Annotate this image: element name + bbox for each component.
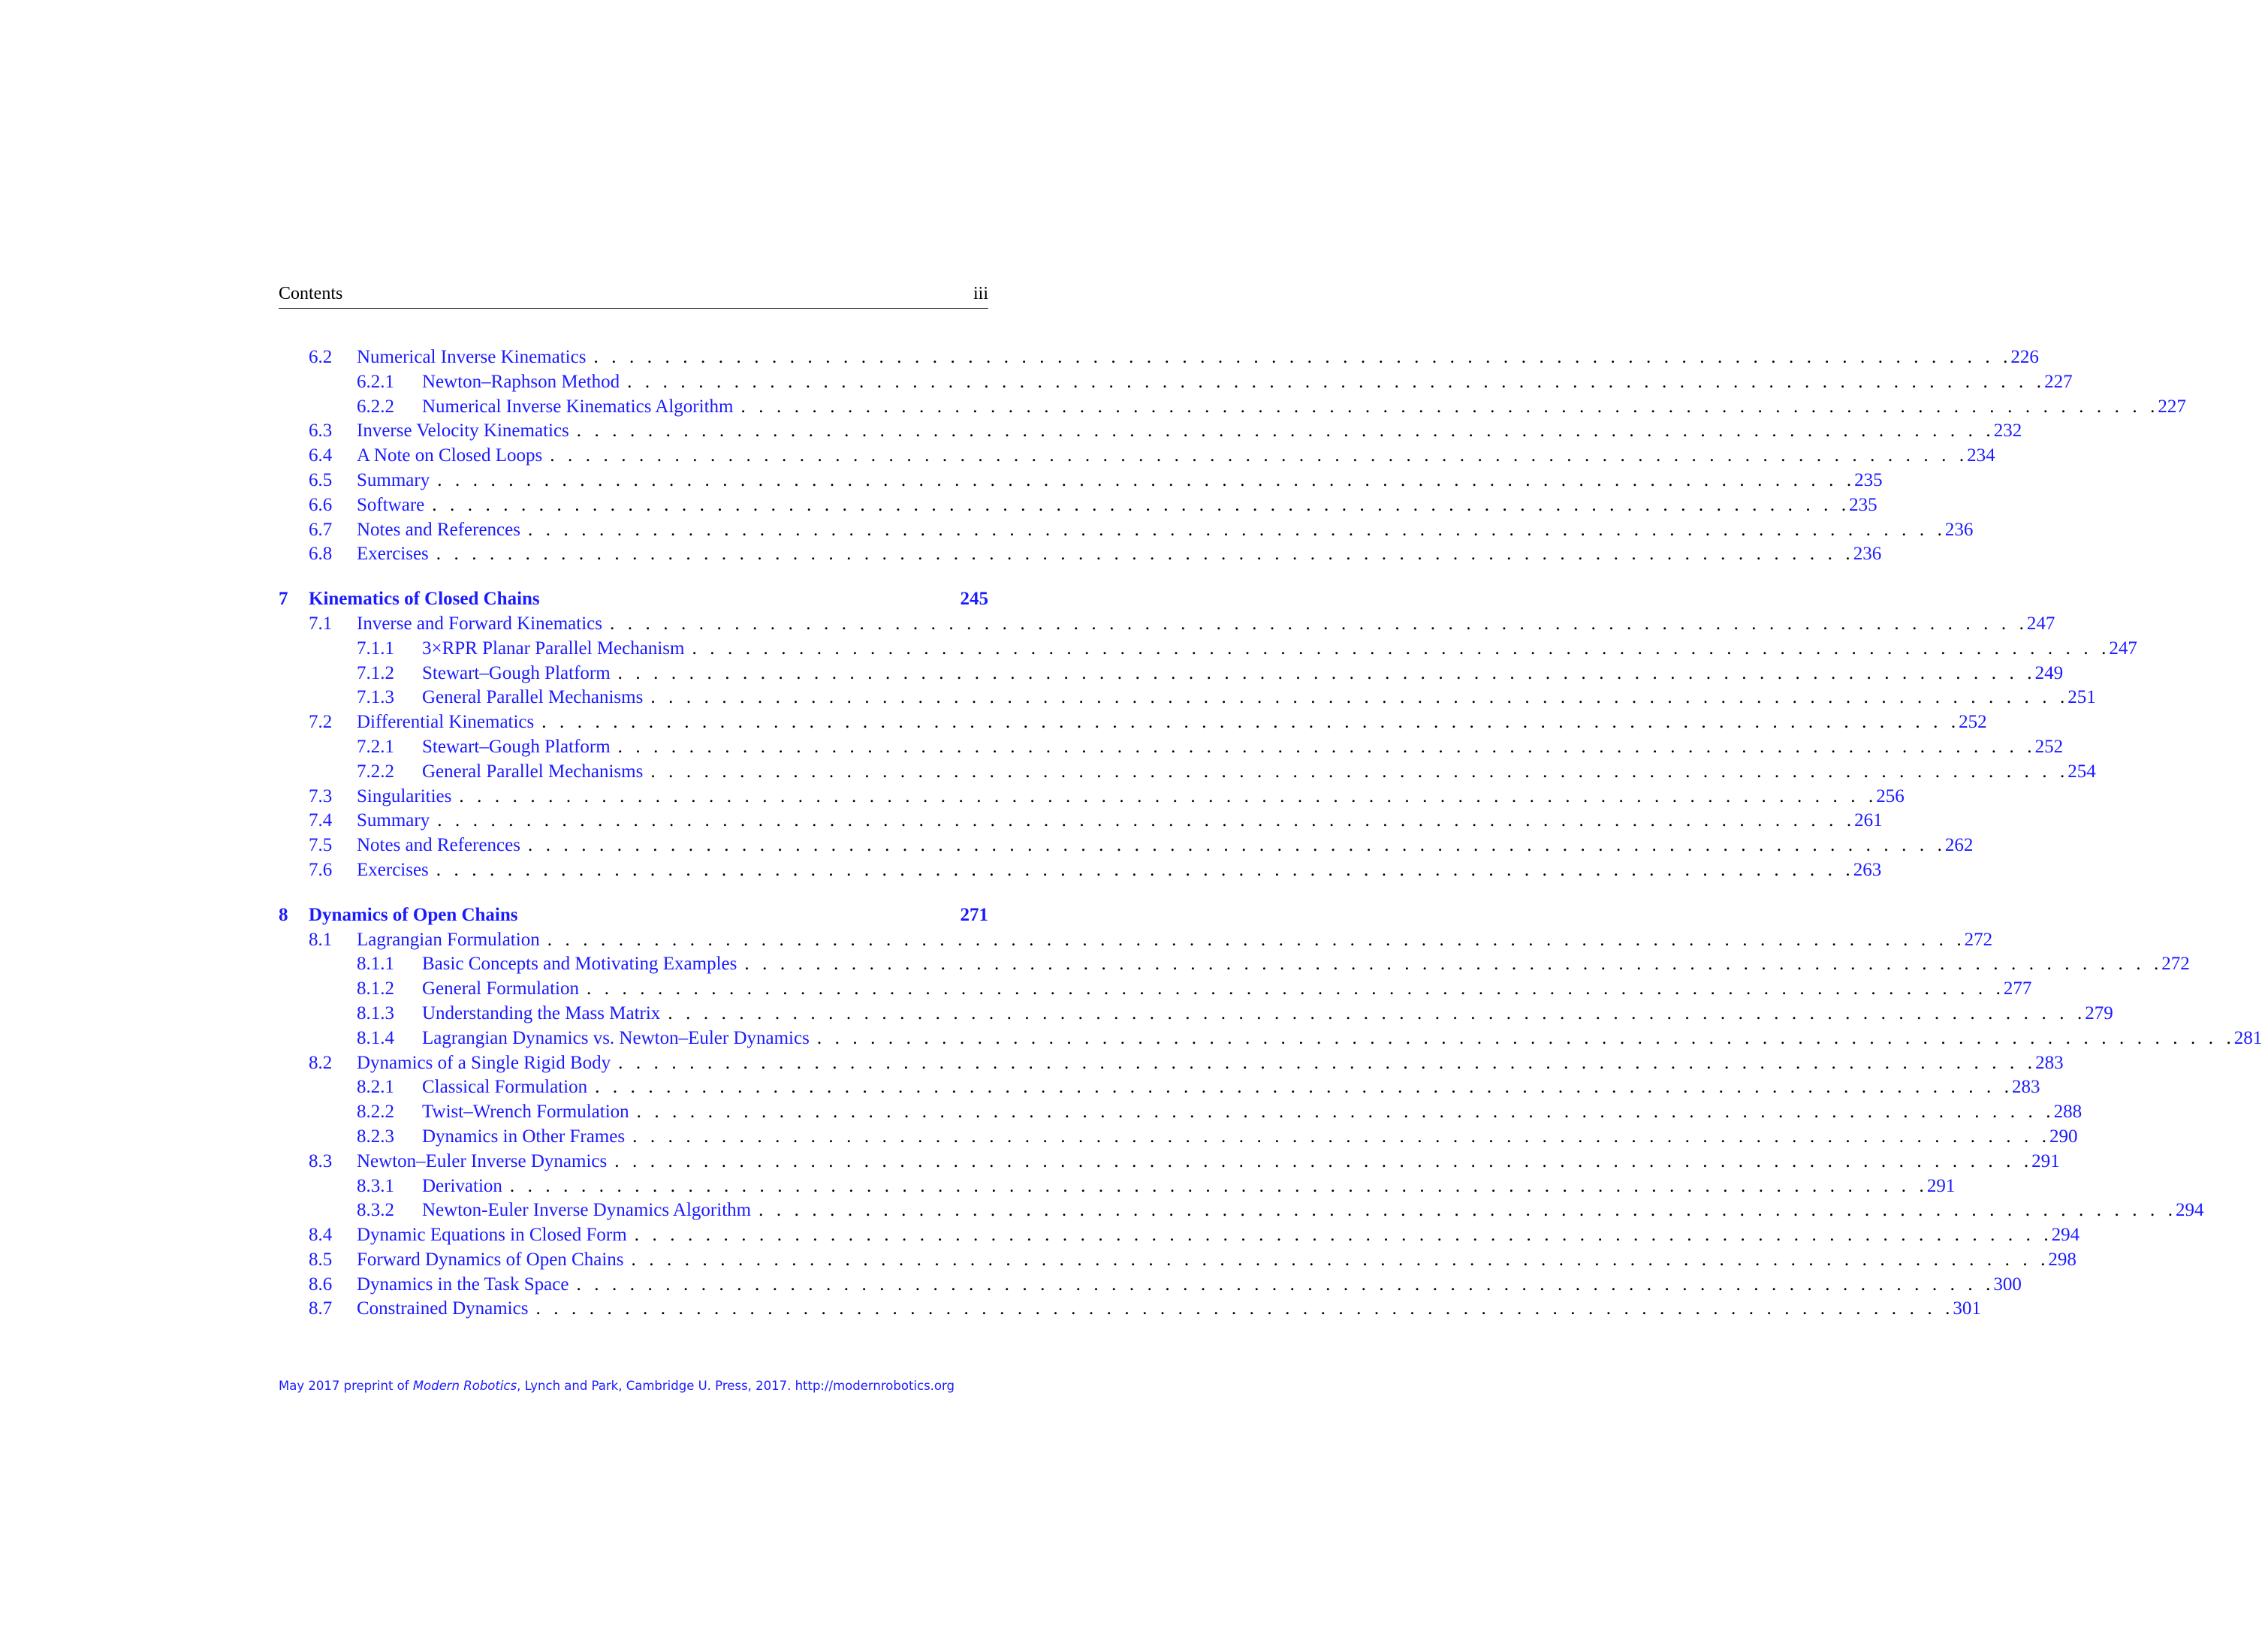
footer-url-link[interactable]: http://modernrobotics.org: [795, 1379, 955, 1393]
toc-entry-number: 7: [279, 589, 288, 610]
toc-entry-number: 7.1: [309, 613, 333, 634]
running-header: [279, 282, 988, 309]
toc-entry-title[interactable]: Exercises: [357, 544, 429, 565]
toc-entry-subsection[interactable]: [279, 371, 2073, 396]
toc-entry-title[interactable]: Inverse Velocity Kinematics: [357, 421, 569, 442]
toc-entry-page[interactable]: 235: [1854, 469, 1883, 490]
dot-leader: . . . . . . . . . . . . . . . . . . . . . . . . . . . . . . . . . . . . . . . . . . . . . . . . . . . . . . . . . . . . . . . . . . . . . . . . . . . . . . . .: [527, 835, 1942, 856]
toc-entry-title[interactable]: Classical Formulation: [422, 1077, 588, 1098]
toc-entry-title[interactable]: Understanding the Mass Matrix: [422, 1002, 661, 1023]
dot-leader: . . . . . . . . . . . . . . . . . . . . . . . . . . . . . . . . . . . . . . . . . . . . . . . . . . . . . . . . . . . . . . . . . . . . . . . . . . . . . . . .: [437, 469, 1852, 490]
toc-entry-title[interactable]: Exercises: [357, 859, 429, 880]
toc-entry-title[interactable]: General Parallel Mechanisms: [422, 687, 644, 708]
toc-entry-number: 7.2: [309, 712, 333, 733]
toc-entry-title[interactable]: Notes and References: [357, 519, 520, 540]
toc-entry-number: 6.2.2: [357, 396, 394, 417]
toc-entry-section[interactable]: [279, 445, 1995, 470]
toc-entry-title[interactable]: Software: [357, 494, 425, 515]
dot-leader: . . . . . . . . . . . . . . . . . . . . . . . . . . . . . . . . . . . . . . . . . . . . . . . . . . . . . . . . . . . . . . . . . . . . . . . . . . . . . . . .: [535, 1298, 1950, 1319]
toc-entry-section[interactable]: [279, 929, 1993, 954]
toc-entry-title[interactable]: Inverse and Forward Kinematics: [357, 613, 602, 634]
dot-leader: . . . . . . . . . . . . . . . . . . . . . . . . . . . . . . . . . . . . . . . . . . . . . . . . . . . . . . . . . . . . . . . . . . . . . . . . . . . . . . . .: [586, 978, 2001, 999]
toc-entry-chapter[interactable]: [279, 905, 988, 930]
toc-entry-title[interactable]: Summary: [357, 469, 430, 490]
toc-entry-page[interactable]: 291: [2031, 1150, 2060, 1171]
toc-entry-title[interactable]: Numerical Inverse Kinematics: [357, 347, 587, 367]
dot-leader: . . . . . . . . . . . . . . . . . . . . . . . . . . . . . . . . . . . . . . . . . . . . . . . . . . . . . . . . . . . . . . . . . . . . . . . . . . . . . . . .: [816, 1027, 2231, 1048]
toc-entry-number: 8.4: [309, 1225, 333, 1246]
toc-entry-page[interactable]: 227: [2044, 371, 2073, 392]
toc-entry-number: 7.6: [309, 859, 333, 880]
toc-entry-title[interactable]: Numerical Inverse Kinematics Algorithm: [422, 396, 734, 417]
dot-leader: . . . . . . . . . . . . . . . . . . . . . . . . . . . . . . . . . . . . . . . . . . . . . . . . . . . . . . . . . . . . . . . . . . . . . . . . . . . . . . . .: [631, 1249, 2046, 1270]
toc-entry-page[interactable]: 298: [2048, 1249, 2077, 1270]
toc-entry-chapter[interactable]: [279, 589, 988, 613]
dot-leader: . . . . . . . . . . . . . . . . . . . . . . . . . . . . . . . . . . . . . . . . . . . . . . . . . . . . . . . . . . . . . . . . . . . . . . . . . . . . . . . .: [593, 347, 2008, 367]
toc-entry-page[interactable]: 262: [1944, 835, 1974, 856]
toc-entry-page[interactable]: 235: [1849, 494, 1877, 515]
toc-entry-section[interactable]: [279, 835, 1974, 860]
toc-entry-section[interactable]: [279, 1274, 2022, 1299]
toc-entry-subsection[interactable]: [279, 736, 2064, 761]
dot-leader: . . . . . . . . . . . . . . . . . . . . . . . . . . . . . . . . . . . . . . . . . . . . . . . . . . . . . . . . . . . . . . . . . . . . . . . . . . . . . . . .: [636, 1102, 2051, 1123]
toc-entry-number: 6.3: [309, 421, 333, 442]
toc-entry-page[interactable]: 281: [2233, 1027, 2262, 1048]
dot-leader: . . . . . . . . . . . . . . . . . . . . . . . . . . . . . . . . . . . . . . . . . . . . . . . . . . . . . . . . . . . . . . . . . . . . . . . . . . . . . . . .: [547, 929, 1962, 950]
toc-entry-number: 6.4: [309, 445, 333, 466]
toc-entry-page[interactable]: 227: [2158, 396, 2186, 417]
dot-leader: . . . . . . . . . . . . . . . . . . . . . . . . . . . . . . . . . . . . . . . . . . . . . . . . . . . . . . . . . . . . . . . . . . . . . . . . . . . . . . . .: [509, 1175, 1924, 1196]
toc-entry-page[interactable]: 252: [2034, 736, 2064, 757]
toc-entry-subsection[interactable]: [279, 662, 2064, 688]
toc-entry-section[interactable]: [279, 810, 1883, 835]
toc-entry-number: 8.1.1: [357, 954, 394, 975]
toc-entry-number: 8.5: [309, 1249, 333, 1270]
toc-entry-page[interactable]: 251: [2067, 687, 2096, 708]
footer-book-title: Modern Robotics: [412, 1379, 517, 1393]
toc-entry-page[interactable]: 252: [1959, 712, 1987, 733]
toc-entry-number: 6.2.1: [357, 371, 394, 392]
toc-entry-subsection[interactable]: [279, 1175, 1956, 1201]
toc-entry-subsection[interactable]: [279, 1002, 2113, 1028]
toc-entry-title[interactable]: Newton–Raphson Method: [422, 371, 620, 392]
toc-entry-section[interactable]: [279, 494, 1877, 520]
toc-entry-number: 8.1.3: [357, 1002, 394, 1023]
dot-leader: . . . . . . . . . . . . . . . . . . . . . . . . . . . . . . . . . . . . . . . . . . . . . . . . . . . . . . . . . . . . . . . . . . . . . . . . . . . . . . . .: [614, 1150, 2029, 1171]
dot-leader: . . . . . . . . . . . . . . . . . . . . . . . . . . . . . . . . . . . . . . . . . . . . . . . . . . . . . . . . . . . . . . . . . . . . . . . . . . . . . . . .: [576, 1274, 1991, 1295]
dot-leader: . . . . . . . . . . . . . . . . . . . . . . . . . . . . . . . . . . . . . . . . . . . . . . . . . . . . . . . . . . . . . . . . . . . . . . . . . . . . . . . .: [634, 1225, 2049, 1246]
header-title: Contents: [279, 284, 343, 303]
toc-entry-page[interactable]: 256: [1876, 785, 1905, 806]
toc-entry-subsection[interactable]: [279, 1027, 2262, 1053]
toc-entry-title[interactable]: Newton-Euler Inverse Dynamics Algorithm: [422, 1200, 752, 1221]
toc-entry-title[interactable]: Derivation: [422, 1175, 502, 1196]
toc-entry-number: 8.7: [309, 1298, 333, 1319]
toc-entry-title[interactable]: General Parallel Mechanisms: [422, 761, 644, 782]
toc-entry-number: 7.5: [309, 835, 333, 856]
toc-entry-title[interactable]: Dynamics in the Task Space: [357, 1274, 569, 1295]
toc-entry-page[interactable]: 271: [960, 904, 988, 925]
toc-entry-page[interactable]: 236: [1853, 544, 1882, 565]
toc-entry-page[interactable]: 263: [1853, 859, 1882, 880]
dot-leader: . . . . . . . . . . . . . . . . . . . . . . . . . . . . . . . . . . . . . . . . . . . . . . . . . . . . . . . . . . . . . . . . . . . . . . . . . . . . . . . .: [650, 687, 2065, 708]
dot-leader: . . . . . . . . . . . . . . . . . . . . . . . . . . . . . . . . . . . . . . . . . . . . . . . . . . . . . . . . . . . . . . . . . . . . . . . . . . . . . . . .: [541, 712, 1956, 733]
toc-entry-number: 8.1.2: [357, 978, 394, 999]
table-of-contents: [279, 347, 2262, 1323]
toc-entry-subsection[interactable]: [279, 1126, 2078, 1151]
toc-entry-number: 7.4: [309, 810, 333, 831]
toc-entry-section[interactable]: [279, 1150, 2060, 1176]
toc-entry-page[interactable]: 247: [2109, 638, 2137, 659]
dot-leader: . . . . . . . . . . . . . . . . . . . . . . . . . . . . . . . . . . . . . . . . . . . . . . . . . . . . . . . . . . . . . . . . . . . . . . . . . . . . . . . .: [618, 1052, 2033, 1073]
toc-entry-subsection[interactable]: [279, 954, 2190, 978]
toc-entry-title[interactable]: Basic Concepts and Motivating Examples: [422, 954, 737, 975]
toc-entry-title[interactable]: Constrained Dynamics: [357, 1298, 529, 1319]
dot-leader: . . . . . . . . . . . . . . . . . . . . . . . . . . . . . . . . . . . . . . . . . . . . . . . . . . . . . . . . . . . . . . . . . . . . . . . . . . . . . . . .: [609, 613, 2024, 634]
toc-entry-page[interactable]: 272: [2161, 954, 2190, 975]
toc-entry-page[interactable]: 249: [2034, 662, 2064, 683]
toc-entry-page[interactable]: 288: [2053, 1102, 2083, 1123]
toc-entry-subsection[interactable]: [279, 1200, 2204, 1225]
toc-entry-number: 7.1.1: [357, 638, 394, 659]
dot-leader: . . . . . . . . . . . . . . . . . . . . . . . . . . . . . . . . . . . . . . . . . . . . . . . . . . . . . . . . . . . . . . . . . . . . . . . . . . . . . . . .: [617, 736, 2032, 757]
dot-leader: . . . . . . . . . . . . . . . . . . . . . . . . . . . . . . . . . . . . . . . . . . . . . . . . . . . . . . . . . . . . . . . . . . . . . . . . . . . . . . . .: [436, 859, 1850, 880]
toc-entry-number: 8: [279, 904, 288, 925]
dot-leader: . . . . . . . . . . . . . . . . . . . . . . . . . . . . . . . . . . . . . . . . . . . . . . . . . . . . . . . . . . . . . . . . . . . . . . . . . . . . . . . .: [459, 785, 1874, 806]
toc-entry-title[interactable]: Dynamics in Other Frames: [422, 1126, 626, 1147]
toc-entry-title[interactable]: Stewart–Gough Platform: [422, 736, 611, 757]
toc-entry-section[interactable]: [279, 544, 1882, 568]
toc-entry-page[interactable]: 247: [2026, 613, 2055, 634]
toc-entry-title[interactable]: Twist–Wrench Formulation: [422, 1102, 629, 1123]
toc-entry-title[interactable]: Lagrangian Dynamics vs. Newton–Euler Dynamics: [422, 1027, 810, 1048]
dot-leader: . . . . . . . . . . . . . . . . . . . . . . . . . . . . . . . . . . . . . . . . . . . . . . . . . . . . . . . . . . . . . . . . . . . . . . . . . . . . . . . .: [627, 371, 2042, 392]
toc-entry-number: 8.2.3: [357, 1126, 394, 1147]
dot-leader: . . . . . . . . . . . . . . . . . . . . . . . . . . . . . . . . . . . . . . . . . . . . . . . . . . . . . . . . . . . . . . . . . . . . . . . . . . . . . . . .: [668, 1002, 2083, 1023]
toc-entry-number: 8.2.1: [357, 1077, 394, 1098]
toc-entry-page[interactable]: 279: [2085, 1002, 2113, 1023]
toc-entry-number: 6.7: [309, 519, 333, 540]
toc-entry-page[interactable]: 226: [2010, 347, 2039, 367]
toc-entry-section[interactable]: [279, 613, 2055, 638]
footer-suffix: , Lynch and Park, Cambridge U. Press, 2017.: [517, 1379, 795, 1393]
toc-entry-number: 8.3.2: [357, 1200, 394, 1221]
dot-leader: . . . . . . . . . . . . . . . . . . . . . . . . . . . . . . . . . . . . . . . . . . . . . . . . . . . . . . . . . . . . . . . . . . . . . . . . . . . . . . . .: [437, 810, 1852, 831]
dot-leader: . . . . . . . . . . . . . . . . . . . . . . . . . . . . . . . . . . . . . . . . . . . . . . . . . . . . . . . . . . . . . . . . . . . . . . . . . . . . . . . .: [527, 519, 1942, 540]
toc-entry-number: 8.3.1: [357, 1175, 394, 1196]
dot-leader: . . . . . . . . . . . . . . . . . . . . . . . . . . . . . . . . . . . . . . . . . . . . . . . . . . . . . . . . . . . . . . . . . . . . . . . . . . . . . . . .: [432, 494, 1847, 515]
toc-entry-title[interactable]: 3×RPR Planar Parallel Mechanism: [422, 638, 685, 659]
toc-entry-title[interactable]: Notes and References: [357, 835, 520, 856]
dot-leader: . . . . . . . . . . . . . . . . . . . . . . . . . . . . . . . . . . . . . . . . . . . . . . . . . . . . . . . . . . . . . . . . . . . . . . . . . . . . . . . .: [759, 1200, 2173, 1221]
toc-entry-section[interactable]: [279, 421, 2022, 445]
toc-entry-title[interactable]: Summary: [357, 810, 430, 831]
toc-entry-page[interactable]: 232: [1993, 421, 2022, 442]
toc-entry-number: 8.2.2: [357, 1102, 394, 1123]
toc-entry-page[interactable]: 283: [2035, 1052, 2064, 1073]
toc-entry-page[interactable]: 261: [1854, 810, 1883, 831]
toc-entry-title[interactable]: A Note on Closed Loops: [357, 445, 543, 466]
dot-leader: . . . . . . . . . . . . . . . . . . . . . . . . . . . . . . . . . . . . . . . . . . . . . . . . . . . . . . . . . . . . . . . . . . . . . . . . . . . . . . . .: [740, 396, 2155, 417]
toc-entry-subsection[interactable]: [279, 687, 2096, 712]
toc-entry-number: 7.1.3: [357, 687, 394, 708]
toc-entry-page[interactable]: 254: [2067, 761, 2096, 782]
toc-entry-title[interactable]: Newton–Euler Inverse Dynamics: [357, 1150, 608, 1171]
toc-entry-title[interactable]: Stewart–Gough Platform: [422, 662, 611, 683]
footer-prefix: May 2017 preprint of: [279, 1379, 413, 1393]
toc-entry-number: 7.2.1: [357, 736, 394, 757]
toc-entry-number: 7.2.2: [357, 761, 394, 782]
toc-entry-subsection[interactable]: [279, 1102, 2083, 1126]
toc-entry-page[interactable]: 291: [1926, 1175, 1956, 1196]
toc-entry-title[interactable]: General Formulation: [422, 978, 579, 999]
dot-leader: . . . . . . . . . . . . . . . . . . . . . . . . . . . . . . . . . . . . . . . . . . . . . . . . . . . . . . . . . . . . . . . . . . . . . . . . . . . . . . . .: [550, 445, 1965, 466]
dot-leader: . . . . . . . . . . . . . . . . . . . . . . . . . . . . . . . . . . . . . . . . . . . . . . . . . . . . . . . . . . . . . . . . . . . . . . . . . . . . . . . .: [744, 954, 2159, 975]
dot-leader: . . . . . . . . . . . . . . . . . . . . . . . . . . . . . . . . . . . . . . . . . . . . . . . . . . . . . . . . . . . . . . . . . . . . . . . . . . . . . . . .: [650, 761, 2065, 782]
toc-entry-subsection[interactable]: [279, 761, 2096, 786]
footer: [279, 1379, 988, 1393]
toc-entry-title[interactable]: Dynamics of a Single Rigid Body: [357, 1052, 611, 1073]
toc-entry-page[interactable]: 300: [1993, 1274, 2022, 1295]
toc-entry-title[interactable]: Dynamics of Open Chains: [309, 904, 518, 925]
toc-entry-number: 8.1: [309, 929, 333, 950]
toc-entry-title[interactable]: Kinematics of Closed Chains: [309, 589, 540, 610]
toc-entry-number: 7.3: [309, 785, 333, 806]
toc-entry-section[interactable]: [279, 1298, 1981, 1323]
toc-entry-subsection[interactable]: [279, 638, 2137, 663]
toc-entry-page[interactable]: 283: [2012, 1077, 2040, 1098]
toc-entry-section[interactable]: [279, 469, 1883, 495]
toc-entry-number: 6.2: [309, 347, 333, 367]
dot-leader: . . . . . . . . . . . . . . . . . . . . . . . . . . . . . . . . . . . . . . . . . . . . . . . . . . . . . . . . . . . . . . . . . . . . . . . . . . . . . . . .: [436, 544, 1850, 565]
toc-entry-number: 7.1.2: [357, 662, 394, 683]
toc-entry-section[interactable]: [279, 347, 2039, 372]
toc-entry-section[interactable]: [279, 519, 1974, 544]
toc-entry-number: 6.8: [309, 544, 333, 565]
toc-entry-number: 8.2: [309, 1052, 333, 1073]
toc-entry-page[interactable]: 236: [1944, 519, 1974, 540]
toc-entry-title[interactable]: Differential Kinematics: [357, 712, 535, 733]
toc-entry-section[interactable]: [279, 1052, 2064, 1078]
toc-entry-number: 8.1.4: [357, 1027, 394, 1048]
toc-entry-section[interactable]: [279, 1249, 2077, 1274]
toc-entry-page[interactable]: 294: [2175, 1200, 2204, 1221]
toc-entry-section[interactable]: [279, 1225, 2080, 1250]
dot-leader: . . . . . . . . . . . . . . . . . . . . . . . . . . . . . . . . . . . . . . . . . . . . . . . . . . . . . . . . . . . . . . . . . . . . . . . . . . . . . . . .: [692, 638, 2107, 659]
toc-entry-title[interactable]: Lagrangian Formulation: [357, 929, 540, 950]
dot-leader: . . . . . . . . . . . . . . . . . . . . . . . . . . . . . . . . . . . . . . . . . . . . . . . . . . . . . . . . . . . . . . . . . . . . . . . . . . . . . . . .: [617, 662, 2032, 683]
toc-entry-subsection[interactable]: [279, 1077, 2040, 1102]
toc-entry-page[interactable]: 290: [2049, 1126, 2078, 1147]
header-page-number: iii: [973, 284, 988, 303]
toc-entry-number: 6.6: [309, 494, 333, 515]
toc-entry-section[interactable]: [279, 785, 1905, 811]
toc-entry-page[interactable]: 234: [1967, 445, 1995, 466]
toc-entry-number: 8.3: [309, 1150, 333, 1171]
dot-leader: . . . . . . . . . . . . . . . . . . . . . . . . . . . . . . . . . . . . . . . . . . . . . . . . . . . . . . . . . . . . . . . . . . . . . . . . . . . . . . . .: [595, 1077, 2010, 1098]
toc-entry-title[interactable]: Singularities: [357, 785, 452, 806]
toc-entry-page[interactable]: 301: [1953, 1298, 1981, 1319]
toc-entry-title[interactable]: Dynamic Equations in Closed Form: [357, 1225, 627, 1246]
toc-entry-page[interactable]: 277: [2003, 978, 2032, 999]
toc-entry-section[interactable]: [279, 859, 1882, 885]
toc-entry-number: 8.6: [309, 1274, 333, 1295]
toc-entry-number: 6.5: [309, 469, 333, 490]
toc-entry-title[interactable]: Forward Dynamics of Open Chains: [357, 1249, 624, 1270]
toc-entry-subsection[interactable]: [279, 978, 2032, 1003]
dot-leader: . . . . . . . . . . . . . . . . . . . . . . . . . . . . . . . . . . . . . . . . . . . . . . . . . . . . . . . . . . . . . . . . . . . . . . . . . . . . . . . .: [632, 1126, 2046, 1147]
toc-entry-section[interactable]: [279, 712, 1987, 737]
dot-leader: . . . . . . . . . . . . . . . . . . . . . . . . . . . . . . . . . . . . . . . . . . . . . . . . . . . . . . . . . . . . . . . . . . . . . . . . . . . . . . . .: [576, 421, 1991, 442]
toc-entry-page[interactable]: 272: [1964, 929, 1993, 950]
toc-entry-subsection[interactable]: [279, 396, 2186, 421]
toc-entry-page[interactable]: 245: [960, 589, 988, 610]
toc-entry-page[interactable]: 294: [2051, 1225, 2080, 1246]
